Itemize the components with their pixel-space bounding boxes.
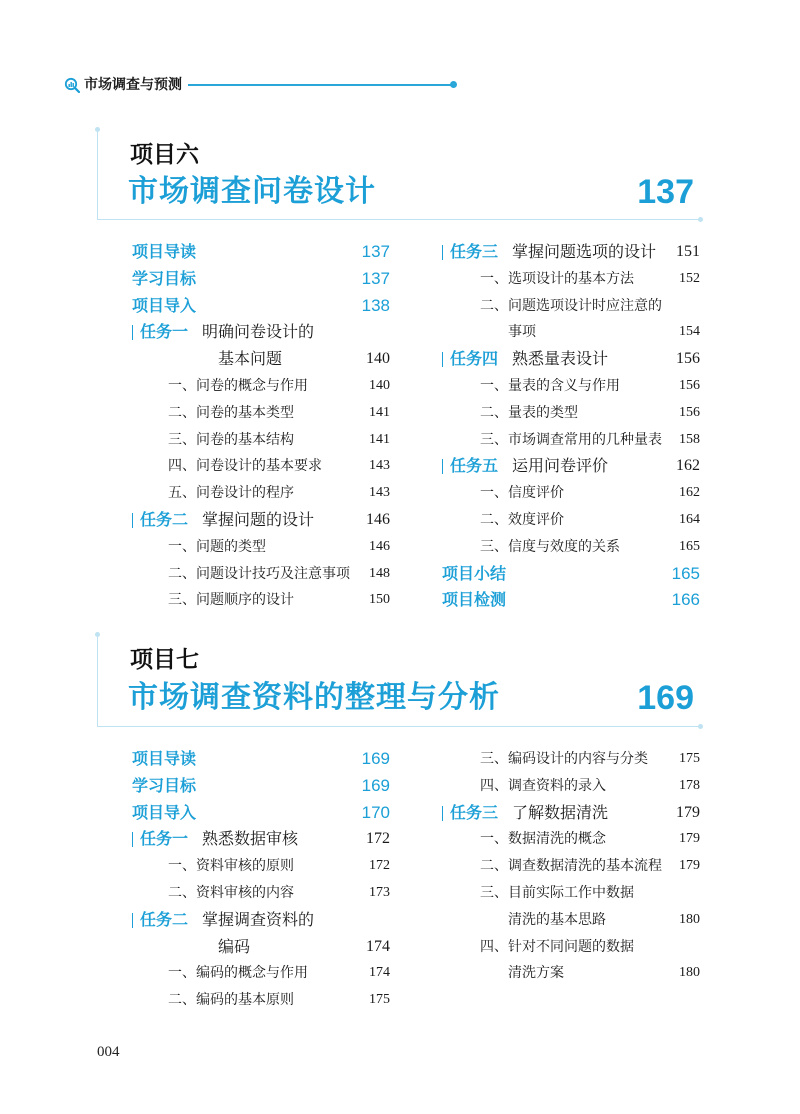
task-marker-bar — [132, 513, 133, 528]
section-frame-horizontal — [97, 219, 702, 220]
toc-entry-text: 三、市场调查常用的几种量表 — [480, 431, 662, 448]
task-marker-bar — [442, 245, 443, 260]
toc-column-right — [442, 746, 700, 987]
magnifier-chart-icon — [64, 77, 80, 93]
toc-entry-page: 137 — [361, 268, 390, 288]
toc-entry-text: 二、编码的基本原则 — [168, 992, 294, 1009]
toc-entry-page: 175 — [369, 992, 390, 1008]
section-page: 169 — [637, 679, 694, 717]
toc-entry-page: 165 — [679, 538, 700, 554]
toc-entry-page: 140 — [366, 350, 390, 368]
toc-entry-text: 二、问题选项设计时应注意的 — [480, 297, 662, 314]
toc-entry-page: 172 — [369, 858, 390, 874]
toc-entry — [132, 266, 390, 293]
toc-entry — [442, 239, 700, 266]
toc-entry-text — [140, 907, 314, 933]
task-title: 熟悉量表设计 — [512, 349, 609, 369]
toc-entry-text: 三、问卷的基本结构 — [168, 431, 294, 448]
toc-entry-page: 148 — [369, 565, 390, 581]
section-frame-dot-right — [698, 217, 703, 222]
toc-entry — [442, 453, 700, 480]
toc-entry — [442, 880, 700, 907]
toc-entry — [132, 319, 390, 346]
toc-entry-text — [140, 319, 314, 345]
toc-entry — [132, 587, 390, 614]
toc-entry-text: 二、资料审核的内容 — [168, 884, 294, 901]
toc-entry — [132, 934, 390, 961]
toc-entry — [132, 880, 390, 907]
toc-entry — [132, 293, 390, 320]
toc-entry — [442, 346, 700, 373]
toc-entry — [442, 427, 700, 454]
toc-entry-text: 项目小结 — [442, 563, 507, 583]
header-rule — [188, 84, 452, 86]
toc-entry-text: 编码 — [218, 936, 251, 956]
task-title: 运用问卷评价 — [512, 456, 609, 476]
toc-entry-text: 一、编码的概念与作用 — [168, 965, 308, 982]
task-marker-bar — [132, 325, 133, 340]
toc-entry-page: 180 — [679, 911, 700, 927]
toc-entry-page: 156 — [676, 350, 700, 368]
section-title: 市场调查资料的整理与分析 — [128, 680, 500, 715]
toc-entry — [442, 373, 700, 400]
toc-entry — [132, 534, 390, 561]
toc-entry-page: 179 — [679, 831, 700, 847]
toc-entry-text: 基本问题 — [218, 349, 283, 369]
toc-entry — [442, 907, 700, 934]
toc-entry-text: 二、效度评价 — [480, 511, 564, 528]
toc-entry-text: 一、资料审核的原则 — [168, 858, 294, 875]
toc-entry-text: 清洗的基本思路 — [508, 911, 606, 928]
toc-entry-text: 二、问卷的基本类型 — [168, 404, 294, 421]
toc-entry — [132, 239, 390, 266]
section-frame-horizontal — [97, 726, 702, 727]
toc-entry-page: 162 — [679, 485, 700, 501]
toc-entry-page: 164 — [679, 511, 700, 527]
task-marker-bar — [442, 459, 443, 474]
toc-entry-text: 项目导读 — [132, 242, 197, 261]
toc-entry-page: 173 — [369, 884, 390, 900]
toc-entry-page: 156 — [679, 377, 700, 393]
toc-entry-text — [140, 826, 298, 852]
running-header — [64, 76, 394, 96]
task-title: 掌握调查资料的 — [202, 909, 315, 929]
toc-entry-text: 项目导读 — [132, 749, 197, 768]
toc-entry-text: 一、量表的含义与作用 — [480, 377, 620, 394]
toc-entry-text: 三、目前实际工作中数据 — [480, 884, 634, 901]
toc-entry-text: 清洗方案 — [508, 965, 564, 982]
toc-entry-page: 179 — [679, 858, 700, 874]
toc-entry-page: 180 — [679, 965, 700, 981]
task-title: 掌握问题选项的设计 — [512, 242, 657, 261]
toc-entry-page: 143 — [369, 458, 390, 474]
toc-entry-text — [450, 239, 656, 265]
toc-entry-page: 179 — [676, 803, 700, 821]
toc-entry-page: 158 — [679, 431, 700, 447]
toc-entry-text: 二、问题设计技巧及注意事项 — [168, 565, 350, 582]
toc-entry — [132, 346, 390, 373]
toc-entry-page: 178 — [679, 777, 700, 793]
section-frame-dot-right — [698, 724, 703, 729]
toc-entry — [442, 960, 700, 987]
toc-entry-page: 166 — [671, 590, 700, 610]
toc-entry — [132, 826, 390, 853]
toc-entry-page: 154 — [679, 324, 700, 340]
toc-entry — [132, 480, 390, 507]
toc-entry-page: 143 — [369, 485, 390, 501]
toc-entry — [442, 266, 700, 293]
toc-entry — [442, 480, 700, 507]
toc-entry-page: 146 — [369, 538, 390, 554]
toc-entry — [132, 561, 390, 588]
section-frame-vertical — [97, 636, 98, 726]
toc-entry-page: 169 — [361, 749, 390, 768]
toc-entry-page: 140 — [369, 377, 390, 393]
toc-entry — [442, 746, 700, 773]
toc-entry — [132, 907, 390, 934]
toc-entry — [132, 773, 390, 800]
toc-entry-text: 三、信度与效度的关系 — [480, 538, 620, 555]
toc-entry-page: 169 — [361, 775, 390, 795]
task-number: 任务五 — [450, 456, 499, 476]
task-number: 任务三 — [450, 802, 499, 822]
toc-entry — [442, 773, 700, 800]
toc-entry-text: 四、问卷设计的基本要求 — [168, 458, 322, 475]
toc-entry-page: 146 — [366, 510, 390, 528]
toc-entry-text: 项目导入 — [132, 295, 197, 315]
toc-entry-page: 151 — [676, 243, 700, 260]
toc-entry-page: 150 — [369, 592, 390, 608]
toc-entry-page: 175 — [679, 751, 700, 766]
toc-entry-text: 项目检测 — [442, 590, 507, 610]
toc-entry-text: 一、问题的类型 — [168, 538, 266, 555]
toc-entry — [442, 853, 700, 880]
toc-entry — [132, 453, 390, 480]
toc-entry-text: 学习目标 — [132, 268, 197, 288]
toc-entry — [442, 800, 700, 827]
toc-entry-text: 学习目标 — [132, 775, 197, 795]
toc-entry-text: 四、针对不同问题的数据 — [480, 938, 634, 955]
section-frame-vertical — [97, 131, 98, 219]
toc-entry-text: 一、数据清洗的概念 — [480, 831, 606, 848]
toc-entry — [442, 293, 700, 320]
toc-entry-text: 二、量表的类型 — [480, 404, 578, 421]
book-title: 市场调查与预测 — [84, 77, 182, 93]
toc-entry-text: 一、信度评价 — [480, 485, 564, 502]
task-marker-bar — [132, 913, 133, 928]
toc-entry — [442, 400, 700, 427]
toc-entry — [132, 373, 390, 400]
toc-entry-text: 事项 — [508, 324, 536, 341]
toc-entry-text: 二、调查数据清洗的基本流程 — [480, 858, 662, 875]
toc-entry — [442, 934, 700, 961]
toc-entry — [442, 826, 700, 853]
toc-entry-page: 141 — [369, 431, 390, 447]
section-label: 项目七 — [130, 647, 199, 673]
toc-entry-text — [450, 346, 608, 372]
task-marker-bar — [442, 806, 443, 821]
toc-entry-text — [450, 453, 608, 479]
toc-entry — [132, 507, 390, 534]
task-marker-bar — [132, 832, 133, 847]
toc-entry — [442, 561, 700, 588]
toc-entry-page: 137 — [361, 242, 390, 261]
toc-entry-text — [140, 507, 314, 533]
toc-entry-page: 165 — [671, 563, 700, 583]
toc-entry — [132, 800, 390, 827]
toc-entry — [132, 746, 390, 773]
toc-entry-text — [450, 800, 608, 826]
toc-entry-text: 项目导入 — [132, 802, 197, 822]
task-title: 掌握问题的设计 — [202, 509, 315, 529]
toc-entry-text: 三、编码设计的内容与分类 — [480, 751, 648, 767]
toc-entry-text: 三、问题顺序的设计 — [168, 592, 294, 609]
task-marker-bar — [442, 352, 443, 367]
task-title: 明确问卷设计的 — [202, 322, 315, 342]
toc-entry-page: 141 — [369, 404, 390, 420]
toc-entry — [132, 987, 390, 1014]
toc-column-right — [442, 239, 700, 614]
toc-entry-page: 172 — [366, 830, 390, 848]
task-title: 熟悉数据审核 — [202, 829, 299, 849]
task-number: 任务二 — [140, 509, 189, 529]
toc-entry — [132, 400, 390, 427]
toc-entry-page: 174 — [369, 965, 390, 981]
toc-entry-page: 138 — [361, 295, 390, 315]
page-number: 004 — [97, 1044, 120, 1060]
section-title: 市场调查问卷设计 — [128, 174, 376, 209]
toc-entry — [132, 427, 390, 454]
toc-entry — [442, 319, 700, 346]
toc-column-left — [132, 746, 390, 1014]
toc-entry-page: 156 — [679, 404, 700, 420]
toc-entry — [132, 853, 390, 880]
section-page: 137 — [637, 173, 694, 211]
toc-entry-page: 174 — [366, 937, 390, 955]
toc-entry — [442, 587, 700, 614]
toc-entry-text: 一、问卷的概念与作用 — [168, 377, 308, 394]
toc-entry-page: 170 — [361, 802, 390, 822]
task-number: 任务三 — [450, 242, 499, 261]
header-rule-dot — [450, 81, 457, 88]
task-number: 任务二 — [140, 909, 189, 929]
toc-entry-page: 152 — [679, 270, 700, 286]
toc-entry — [442, 507, 700, 534]
toc-entry-text: 四、调查资料的录入 — [480, 777, 606, 794]
toc-entry-page: 162 — [676, 457, 700, 475]
toc-entry-text: 五、问卷设计的程序 — [168, 485, 294, 502]
task-number: 任务一 — [140, 829, 189, 849]
toc-entry-text: 一、选项设计的基本方法 — [480, 270, 634, 287]
toc-entry — [442, 534, 700, 561]
task-title: 了解数据清洗 — [512, 802, 609, 822]
task-number: 任务一 — [140, 322, 189, 342]
section-label: 项目六 — [130, 142, 199, 168]
toc-column-left — [132, 239, 390, 614]
toc-entry — [132, 960, 390, 987]
task-number: 任务四 — [450, 349, 499, 369]
